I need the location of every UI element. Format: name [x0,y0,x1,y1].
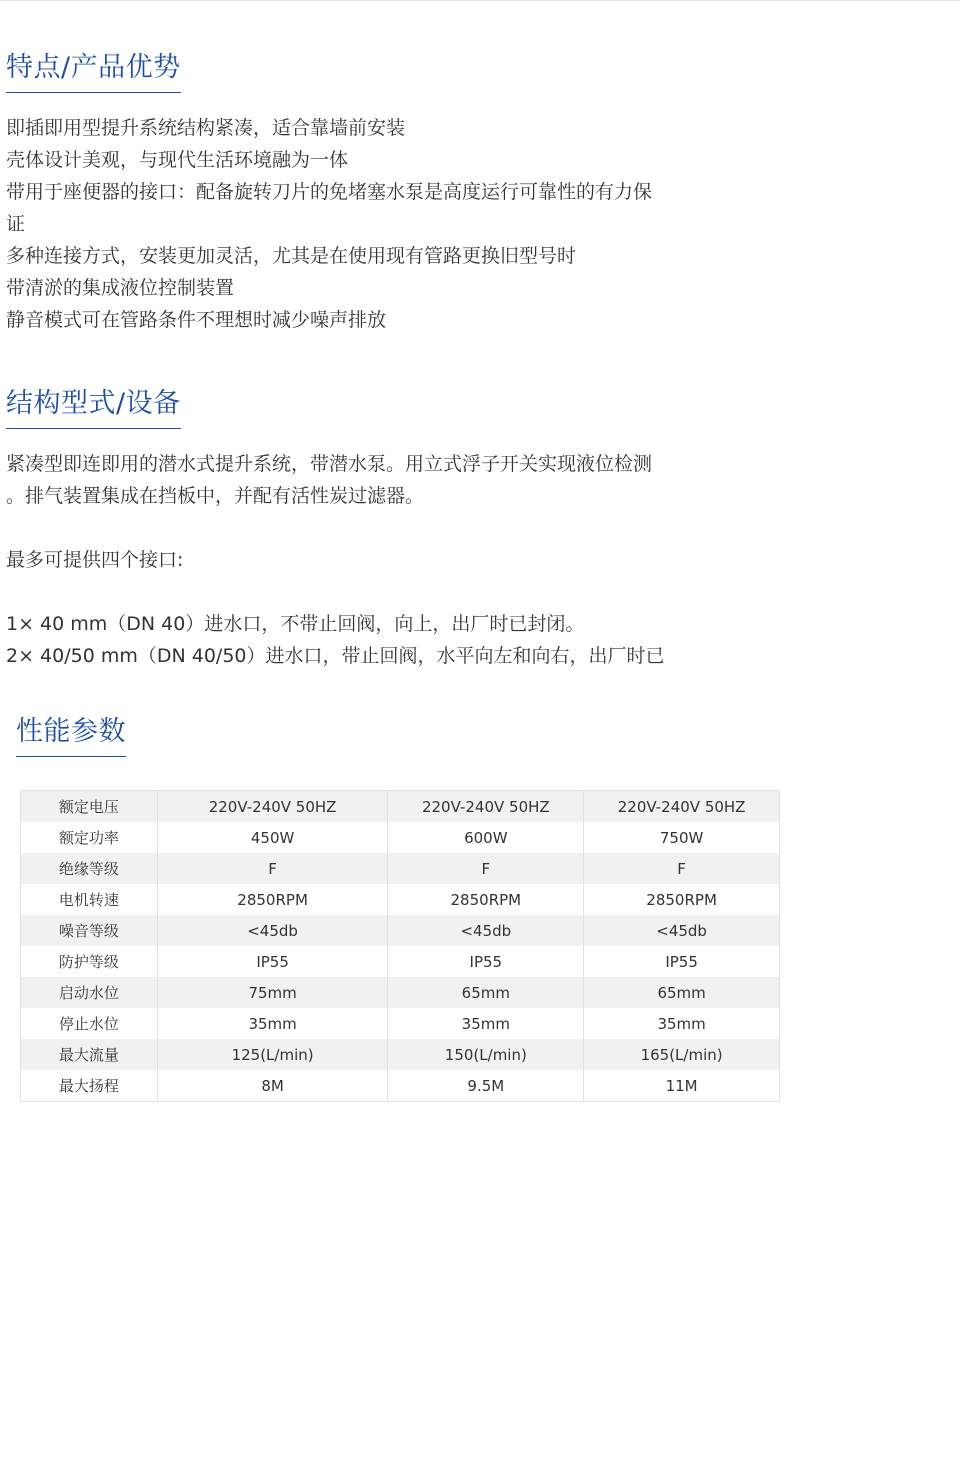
param-value: 35mm [157,1008,388,1039]
table-row [21,853,780,884]
table-row [21,822,780,853]
performance-heading: 性能参数 [16,716,126,757]
param-value: IP55 [584,946,780,977]
param-value: 165(L/min) [584,1039,780,1070]
table-row [21,1008,780,1039]
param-value: 600W [388,822,584,853]
table-row [21,915,780,946]
param-value: F [584,853,780,884]
param-value: 65mm [584,977,780,1008]
param-value: 2850RPM [388,884,584,915]
param-value: <45db [388,915,584,946]
structure-line: 紧凑型即连即用的潜水式提升系统，带潜水泵。用立式浮子开关实现液位检测 [6,453,653,475]
param-value: 2850RPM [157,884,388,915]
param-value: 150(L/min) [388,1039,584,1070]
structure-text [6,448,746,672]
feature-line: 多种连接方式，安装更加灵活，尤其是在使用现有管路更换旧型号时 [6,245,577,267]
param-value: F [388,853,584,884]
table-row [21,1039,780,1070]
param-value: 220V-240V 50HZ [584,791,780,823]
structure-line: 最多可提供四个接口: [6,549,184,571]
param-value: 11M [584,1070,780,1102]
param-label: 绝缘等级 [21,853,158,884]
param-value: 9.5M [388,1070,584,1102]
param-value: IP55 [157,946,388,977]
top-divider [0,0,960,1]
feature-line: 带清淤的集成液位控制装置 [6,277,235,299]
param-label: 最大流量 [21,1039,158,1070]
param-value: 35mm [388,1008,584,1039]
param-value: 450W [157,822,388,853]
feature-line: 即插即用型提升系统结构紧凑，适合靠墙前安装 [6,117,406,139]
param-value: IP55 [388,946,584,977]
param-value: 35mm [584,1008,780,1039]
structure-line: 2× 40/50 mm（DN 40/50）进水口，带止回阀，水平向左和向右，出厂时已 [6,645,665,667]
param-value: 2850RPM [584,884,780,915]
param-value: 220V-240V 50HZ [388,791,584,823]
param-label: 启动水位 [21,977,158,1008]
param-value: <45db [584,915,780,946]
param-label: 电机转速 [21,884,158,915]
param-value: 750W [584,822,780,853]
param-label: 额定功率 [21,822,158,853]
param-value: <45db [157,915,388,946]
param-value: 75mm [157,977,388,1008]
table-row [21,977,780,1008]
features-list [6,112,746,336]
feature-line: 证 [6,213,26,235]
feature-line: 壳体设计美观，与现代生活环境融为一体 [6,149,349,171]
param-value: 65mm [388,977,584,1008]
param-value: F [157,853,388,884]
param-value: 220V-240V 50HZ [157,791,388,823]
performance-table [20,790,780,1102]
table-row [21,884,780,915]
param-label: 最大扬程 [21,1070,158,1102]
structure-line [6,576,746,608]
feature-line: 带用于座便器的接口：配备旋转刀片的免堵塞水泵是高度运行可靠性的有力保 [6,181,653,203]
table-row [21,1070,780,1102]
param-value: 8M [157,1070,388,1102]
param-label: 防护等级 [21,946,158,977]
structure-line [6,512,746,544]
features-heading: 特点/产品优势 [6,52,181,93]
param-label: 停止水位 [21,1008,158,1039]
table-row [21,791,780,823]
table-row [21,946,780,977]
structure-heading: 结构型式/设备 [6,388,181,429]
feature-line: 静音模式可在管路条件不理想时减少噪声排放 [6,309,387,331]
structure-line: 1× 40 mm（DN 40）进水口，不带止回阀，向上，出厂时已封闭。 [6,613,585,635]
param-label: 额定电压 [21,791,158,823]
structure-line: 。排气装置集成在挡板中，并配有活性炭过滤器。 [6,485,425,507]
param-label: 噪音等级 [21,915,158,946]
param-value: 125(L/min) [157,1039,388,1070]
